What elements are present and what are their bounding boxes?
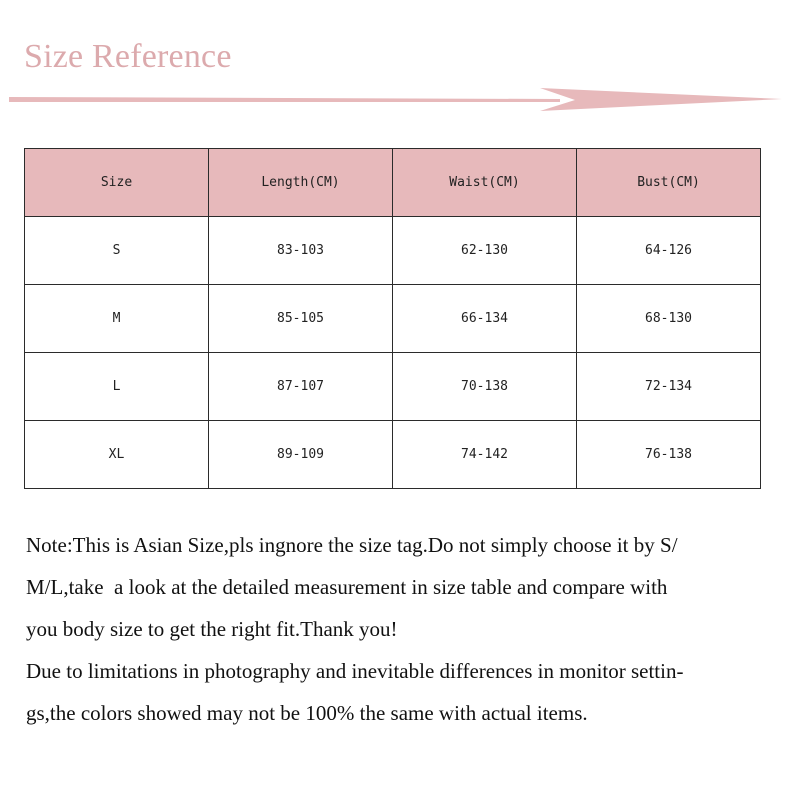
cell-length: 85-105 — [209, 285, 393, 353]
decorative-arrow-icon — [0, 80, 800, 120]
header-length: Length(CM) — [209, 149, 393, 217]
table-row — [25, 285, 761, 353]
note-line: you body size to get the right fit.Thank you! — [26, 617, 398, 641]
cell-size: S — [25, 217, 209, 285]
size-table — [24, 148, 761, 489]
arrow-head — [540, 88, 782, 111]
table-header-row — [25, 149, 761, 217]
page-title: Size Reference — [24, 38, 232, 75]
size-note — [26, 524, 782, 734]
cell-length: 83-103 — [209, 217, 393, 285]
header-size: Size — [25, 149, 209, 217]
note-line: Due to limitations in photography and inevitable differences in monitor settin- — [26, 659, 684, 683]
cell-waist: 74-142 — [393, 421, 577, 489]
note-line: Note:This is Asian Size,pls ingnore the size tag.Do not simply choose it by S/ — [26, 533, 678, 557]
cell-bust: 64-126 — [577, 217, 761, 285]
cell-bust: 68-130 — [577, 285, 761, 353]
table-row — [25, 421, 761, 489]
note-line: gs,the colors showed may not be 100% the same with actual items. — [26, 701, 588, 725]
cell-waist: 66-134 — [393, 285, 577, 353]
table-row — [25, 353, 761, 421]
cell-size: M — [25, 285, 209, 353]
cell-length: 87-107 — [209, 353, 393, 421]
cell-waist: 70-138 — [393, 353, 577, 421]
cell-size: XL — [25, 421, 209, 489]
cell-bust: 72-134 — [577, 353, 761, 421]
header-waist: Waist(CM) — [393, 149, 577, 217]
cell-length: 89-109 — [209, 421, 393, 489]
cell-bust: 76-138 — [577, 421, 761, 489]
table-row — [25, 217, 761, 285]
cell-waist: 62-130 — [393, 217, 577, 285]
arrow-shaft — [9, 97, 560, 102]
note-line: M/L,take a look at the detailed measurement in size table and compare with — [26, 575, 668, 599]
header-bust: Bust(CM) — [577, 149, 761, 217]
cell-size: L — [25, 353, 209, 421]
